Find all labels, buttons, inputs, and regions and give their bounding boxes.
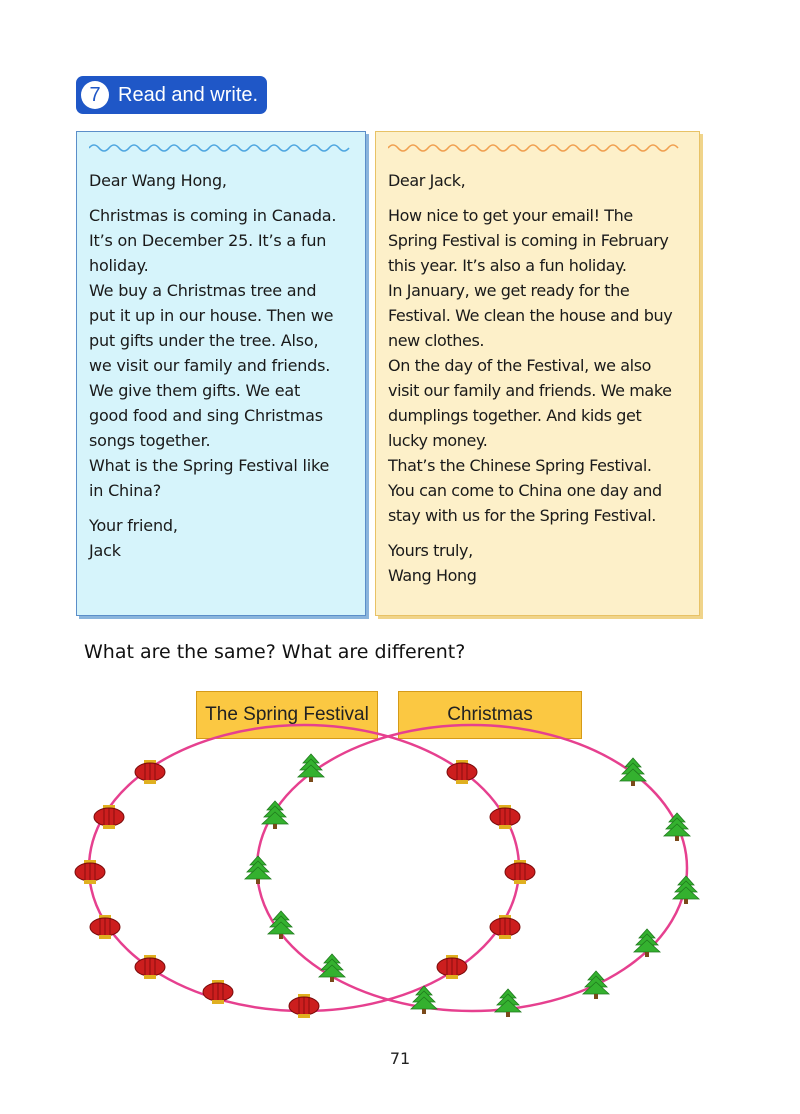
letter-greeting: Dear Jack, xyxy=(388,171,466,190)
letter-line: What is the Spring Festival like xyxy=(89,456,330,475)
letter-line: Christmas is coming in Canada. xyxy=(89,206,337,225)
letter-line: You can come to China one day and xyxy=(388,481,662,500)
letter-line: holiday. xyxy=(89,256,149,275)
letter-line: put it up in our house. Then we xyxy=(89,306,334,325)
venn-question: What are the same? What are different? xyxy=(84,641,466,663)
letter-line: put gifts under the tree. Also, xyxy=(89,331,319,350)
lantern-icon xyxy=(135,760,165,784)
lantern-icon xyxy=(490,805,520,829)
letter-line: It’s on December 25. It’s a fun xyxy=(89,231,327,250)
closing-text: Yours truly, xyxy=(388,541,473,560)
letter-greeting: Dear Wang Hong, xyxy=(89,171,227,190)
lantern-icon xyxy=(75,860,105,884)
christmas-tree-icon xyxy=(664,813,690,841)
lantern-icon xyxy=(203,980,233,1004)
letter-line: in China? xyxy=(89,481,162,500)
venn-label-spring-festival: The Spring Festival xyxy=(196,691,378,739)
page-number: 71 xyxy=(389,1049,411,1068)
letter-line: this year. It’s also a fun holiday. xyxy=(388,256,627,275)
signature: Wang Hong xyxy=(388,566,477,585)
letter-line: songs together. xyxy=(89,431,211,450)
christmas-tree-icon xyxy=(319,954,345,982)
letter-line: On the day of the Festival, we also xyxy=(388,356,652,375)
letter-line: We buy a Christmas tree and xyxy=(89,281,317,300)
letter-line: We give them gifts. We eat xyxy=(89,381,301,400)
lantern-icon xyxy=(289,994,319,1018)
closing-text: Your friend, xyxy=(89,516,178,535)
christmas-tree-icon xyxy=(268,911,294,939)
letter-line: new clothes. xyxy=(388,331,485,350)
letter-line: Spring Festival is coming in February xyxy=(388,231,669,250)
letter-line: stay with us for the Spring Festival. xyxy=(388,506,656,525)
christmas-tree-icon xyxy=(495,989,521,1017)
exercise-number: 7 xyxy=(81,81,109,109)
letter-line: visit our family and friends. We make xyxy=(388,381,672,400)
letter-line: How nice to get your email! The xyxy=(388,206,633,225)
christmas-tree-icon xyxy=(583,971,609,999)
letter-line: we visit our family and friends. xyxy=(89,356,331,375)
christmas-tree-icon xyxy=(673,876,699,904)
letter-line: dumplings together. And kids get xyxy=(388,406,642,425)
signature: Jack xyxy=(89,541,121,560)
lantern-icon xyxy=(505,860,535,884)
christmas-tree-icon xyxy=(298,754,324,782)
venn-label-christmas: Christmas xyxy=(398,691,582,739)
letter-line: lucky money. xyxy=(388,431,488,450)
letter-line: good food and sing Christmas xyxy=(89,406,323,425)
exercise-title: Read and write. xyxy=(118,83,259,106)
letter-line: In January, we get ready for the xyxy=(388,281,630,300)
letter-line: Festival. We clean the house and buy xyxy=(388,306,673,325)
letter-line: That’s the Chinese Spring Festival. xyxy=(388,456,652,475)
christmas-tree-icon xyxy=(634,929,660,957)
christmas-tree-icon xyxy=(245,856,271,884)
lantern-icon xyxy=(437,955,467,979)
